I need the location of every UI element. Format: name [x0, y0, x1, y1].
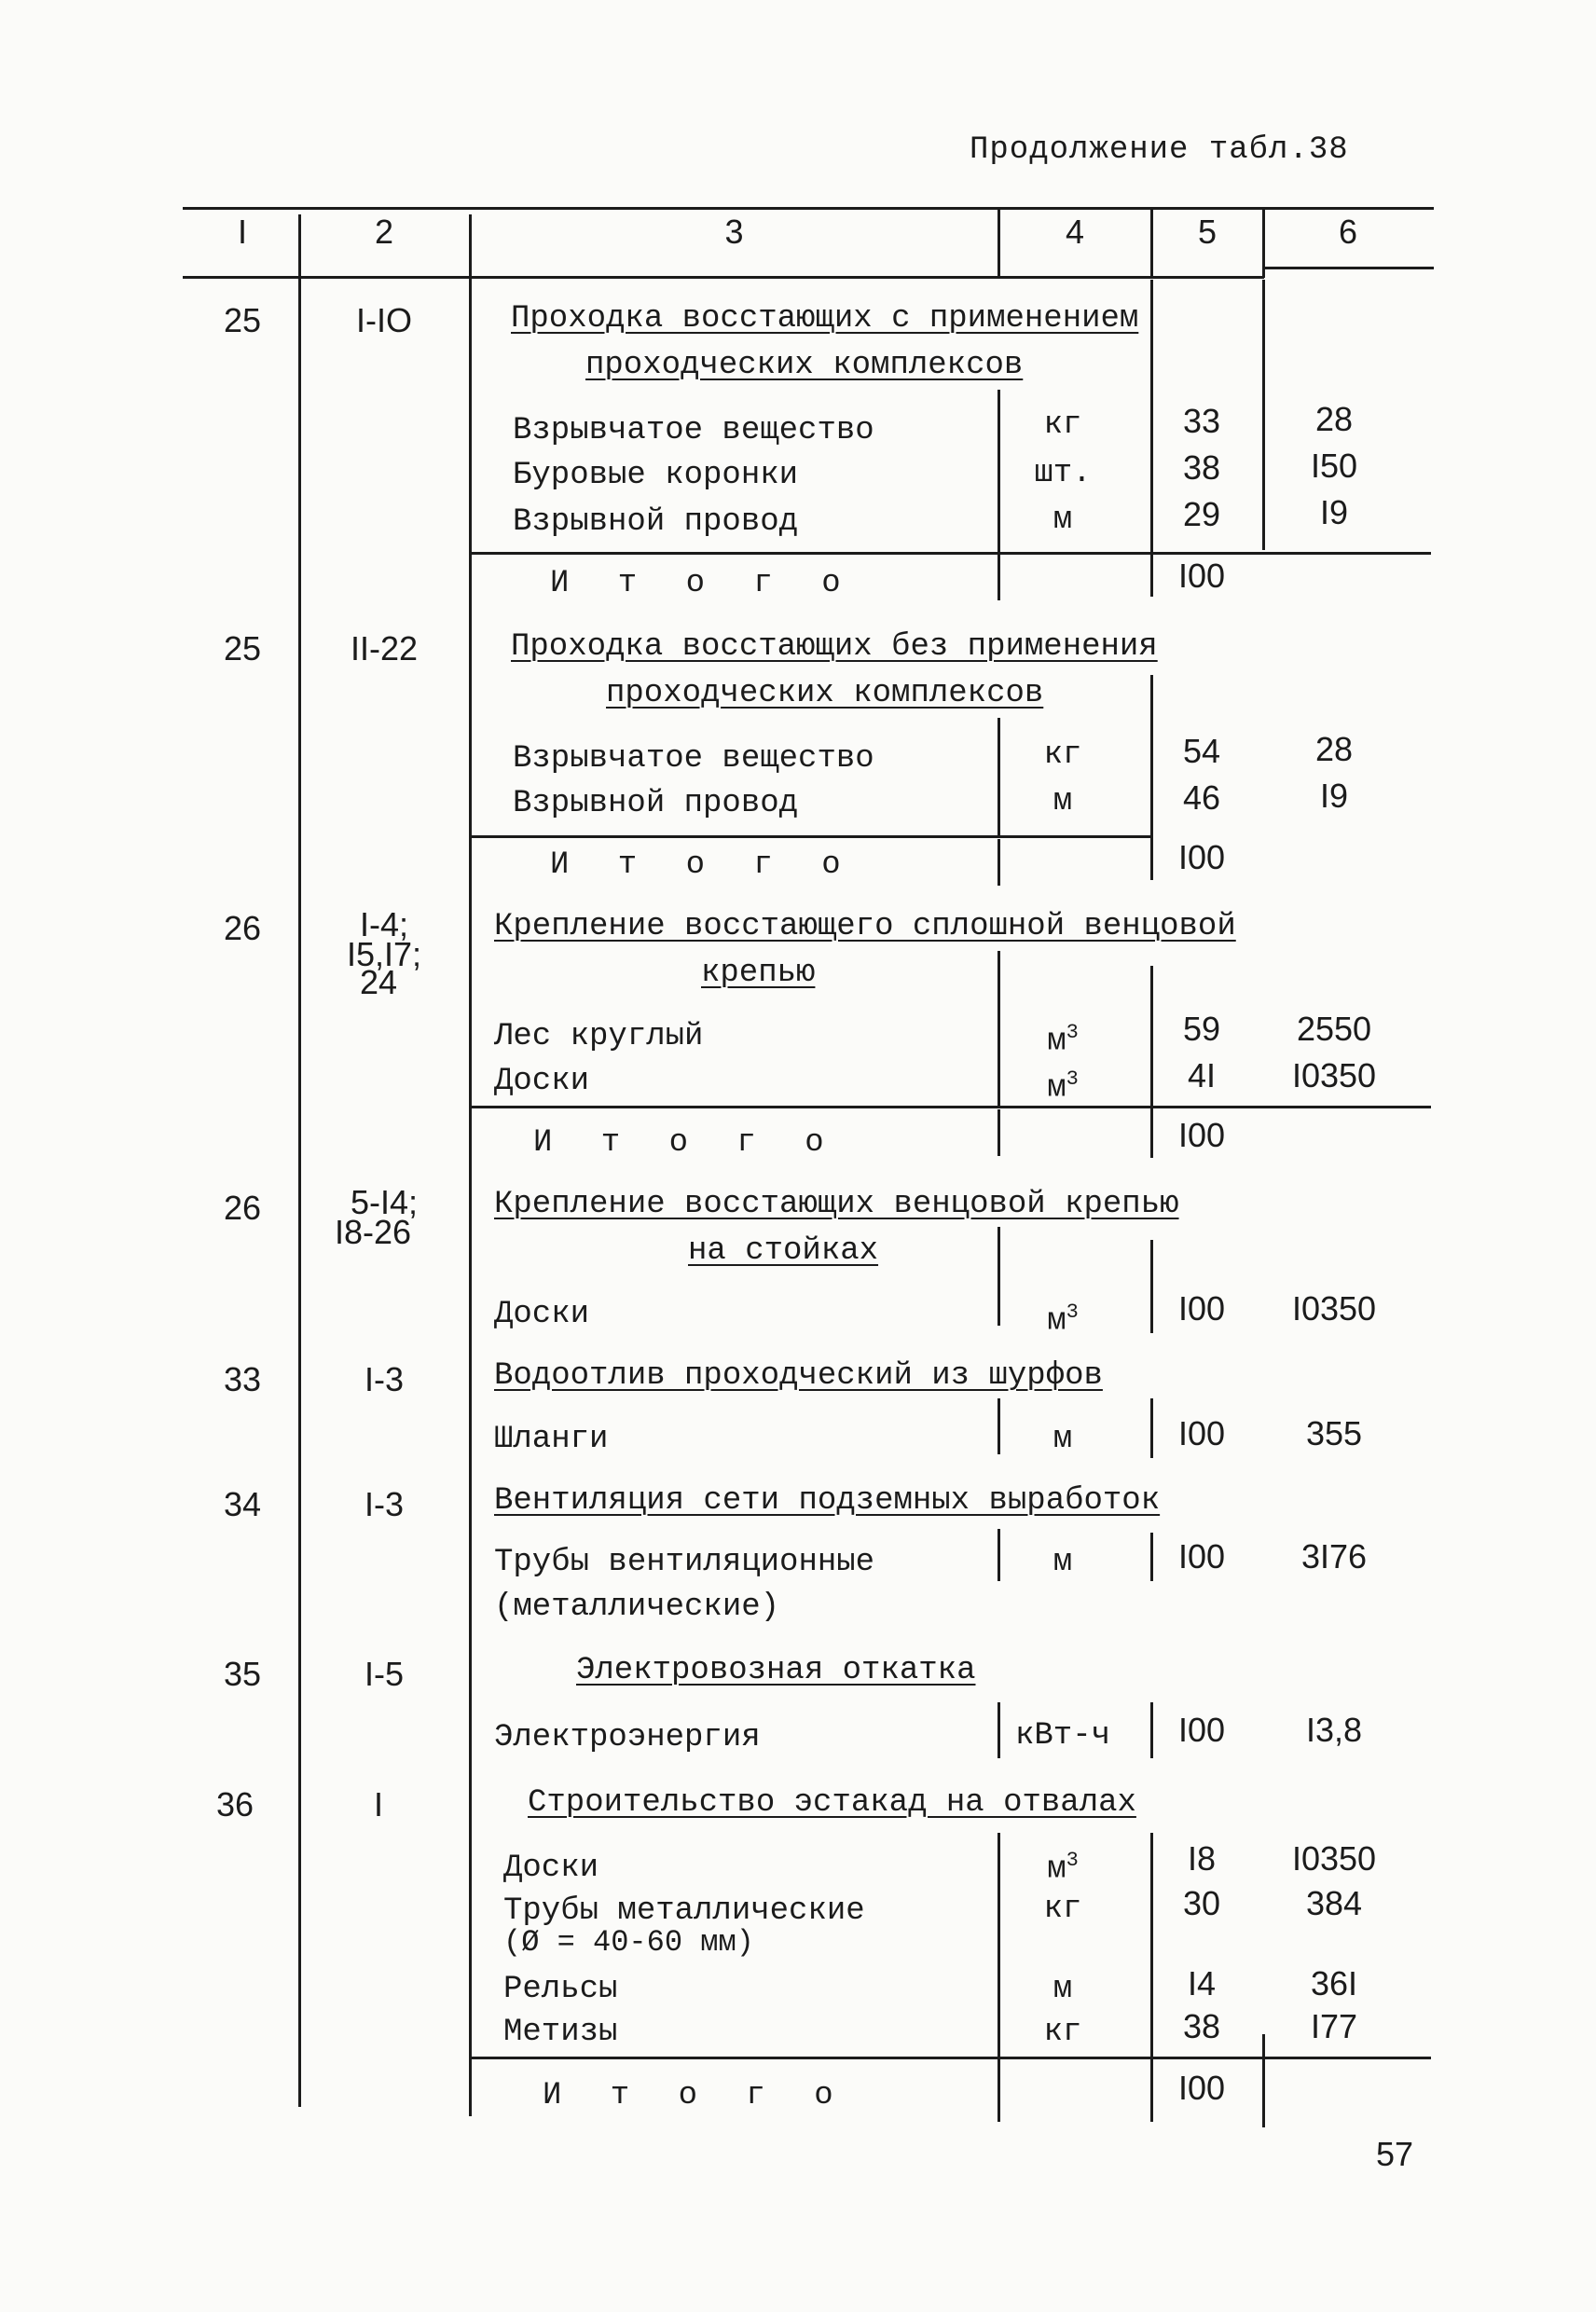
work-title: Электровозная откатка — [576, 1653, 976, 1688]
material-unit — [998, 1014, 1128, 1060]
table-top-rule — [183, 207, 1434, 210]
total-value: I00 — [1177, 2069, 1226, 2107]
material-unit: м — [1053, 1422, 1073, 1457]
row-item-range: II-22 — [350, 629, 419, 667]
material-value: I0350 — [1291, 1056, 1377, 1094]
row-section-num: 25 — [223, 629, 262, 667]
material-unit: м — [1053, 502, 1073, 538]
unit-superscript: 3 — [1066, 1067, 1079, 1091]
material-value: I9 — [1319, 493, 1349, 531]
work-title-cont: проходческих комплексов — [585, 348, 1024, 383]
row-section-num: 36 — [215, 1785, 255, 1823]
material-value: 384 — [1305, 1884, 1363, 1922]
work-title-cont: на стойках — [688, 1233, 879, 1269]
unit-text: м — [1047, 1851, 1066, 1888]
material-name: Взрывчатое вещество — [513, 413, 874, 448]
header-col-2: 2 — [374, 213, 394, 251]
material-name: Доски — [503, 1851, 599, 1886]
material-name: Трубы металлические — [503, 1893, 865, 1929]
header-col-5: 5 — [1197, 213, 1218, 251]
material-unit: кг — [1043, 737, 1082, 773]
work-title-cont: крепью — [701, 956, 816, 991]
material-share: I00 — [1177, 1289, 1226, 1328]
total-rule — [471, 2057, 1431, 2059]
material-share: I4 — [1187, 1964, 1217, 2002]
material-unit: кг — [1043, 1892, 1082, 1927]
work-title: Крепление восстающего сплошной венцовой — [494, 909, 1236, 944]
material-name: Взрывной провод — [513, 786, 799, 821]
header-bottom-rule-right — [1264, 267, 1434, 269]
total-label: И т о г о — [543, 2078, 848, 2113]
material-value: I50 — [1310, 447, 1358, 485]
work-title: Водоотлив проходческий из шурфов — [494, 1358, 1103, 1394]
work-title: Крепление восстающих венцовой крепью — [494, 1187, 1179, 1222]
material-share: 30 — [1182, 1884, 1221, 1922]
total-label: И т о г о — [533, 1125, 839, 1161]
material-name: Доски — [494, 1064, 590, 1099]
header-col-1: I — [237, 213, 247, 251]
material-name: Шланги — [494, 1422, 609, 1457]
row-section-num: 34 — [223, 1485, 262, 1523]
cell-divider — [998, 556, 1000, 600]
row-item-range: I — [373, 1785, 383, 1823]
material-name: Взрывчатое вещество — [513, 741, 874, 777]
work-title: Проходка восстающих без применения — [511, 629, 1158, 665]
material-share: 33 — [1182, 402, 1221, 440]
material-unit: м — [1053, 1545, 1073, 1580]
work-title: Проходка восстающих с применением — [511, 301, 1139, 337]
header-col-3: 3 — [724, 213, 744, 251]
material-unit: шт. — [1034, 456, 1092, 491]
material-share: I00 — [1177, 1711, 1226, 1749]
cell-divider — [998, 1109, 1000, 1156]
unit-superscript: 3 — [1066, 1849, 1079, 1872]
work-title: Строительство эстакад на отвалах — [528, 1785, 1136, 1821]
material-share: 54 — [1182, 732, 1221, 770]
row-item-range: I-4; — [359, 905, 408, 943]
material-value: 355 — [1305, 1414, 1363, 1452]
material-name: Рельсы — [503, 1972, 618, 2007]
total-rule — [471, 1106, 1431, 1108]
unit-superscript: 3 — [1066, 1021, 1079, 1044]
material-name-cont: (металлические) — [494, 1590, 780, 1625]
material-value: I9 — [1319, 777, 1349, 815]
row-section-num: 26 — [223, 1189, 262, 1227]
material-share: 38 — [1182, 2007, 1221, 2045]
unit-text: м — [1047, 1070, 1066, 1107]
material-unit — [998, 1061, 1128, 1107]
col-divider-2 — [469, 214, 472, 2116]
total-rule — [471, 835, 1151, 838]
material-name: Лес круглый — [494, 1019, 704, 1054]
row-item-range: I-3 — [364, 1485, 404, 1523]
unit-superscript: 3 — [1066, 1300, 1079, 1324]
total-label: И т о г о — [550, 847, 856, 883]
material-name: Взрывной провод — [513, 504, 799, 540]
material-value: 36I — [1310, 1964, 1358, 2002]
row-item-range: I-5 — [364, 1655, 404, 1693]
material-share: I00 — [1177, 1537, 1226, 1576]
total-label: И т о г о — [550, 566, 856, 601]
header-bottom-rule-left — [183, 276, 1264, 279]
material-value: 2550 — [1296, 1010, 1372, 1048]
row-section-num: 26 — [223, 909, 262, 947]
cell-divider — [998, 839, 1000, 886]
row-section-num: 35 — [223, 1655, 262, 1693]
table-caption: Продолжение табл.38 — [970, 132, 1349, 168]
material-name-cont: (Ø = 40-60 мм) — [503, 1925, 754, 1960]
row-item-range-cont: I8-26 — [334, 1213, 412, 1251]
material-share: I00 — [1177, 1414, 1226, 1452]
row-item-range: I-3 — [364, 1360, 404, 1398]
material-share: I8 — [1187, 1839, 1217, 1878]
material-value: I3,8 — [1305, 1711, 1363, 1749]
material-value: 3I76 — [1300, 1537, 1368, 1576]
row-item-range: I-IO — [356, 301, 412, 339]
material-unit: кг — [1043, 2015, 1082, 2050]
page-number: 57 — [1376, 2135, 1414, 2173]
material-share: 38 — [1182, 448, 1221, 487]
material-unit — [998, 1842, 1128, 1888]
material-unit: кг — [1043, 407, 1082, 443]
unit-text: м — [1047, 1024, 1066, 1060]
material-unit — [998, 1294, 1128, 1340]
header-col-4: 4 — [1065, 213, 1085, 251]
material-name: Метизы — [503, 2015, 618, 2050]
material-unit: кВт-ч — [1014, 1718, 1111, 1754]
material-name: Буровые коронки — [513, 458, 799, 493]
material-value: I0350 — [1291, 1289, 1377, 1328]
unit-text: м — [1047, 1303, 1066, 1340]
total-value: I00 — [1177, 838, 1226, 876]
material-name: Доски — [494, 1297, 590, 1332]
total-value: I00 — [1177, 1116, 1226, 1154]
material-value: 28 — [1314, 730, 1354, 768]
row-item-range-cont: I5,I7; — [346, 935, 422, 973]
row-section-num: 25 — [223, 301, 262, 339]
material-name: Трубы вентиляционные — [494, 1545, 875, 1580]
material-value: 28 — [1314, 400, 1354, 438]
material-share: 29 — [1182, 495, 1221, 533]
material-unit: м — [1053, 784, 1073, 819]
material-value: I0350 — [1291, 1839, 1377, 1878]
cell-divider — [1262, 2034, 1265, 2127]
work-title-cont: проходческих комплексов — [606, 676, 1044, 711]
material-share: 46 — [1182, 778, 1221, 817]
header-col-6: 6 — [1338, 213, 1358, 251]
total-rule — [471, 552, 1431, 555]
material-share: 59 — [1182, 1010, 1221, 1048]
row-section-num: 33 — [223, 1360, 262, 1398]
material-value: I77 — [1310, 2007, 1358, 2045]
material-share: 4I — [1187, 1056, 1217, 1094]
row-item-range-cont: 24 — [359, 963, 398, 1001]
work-title: Вентиляция сети подземных выработок — [494, 1483, 1161, 1519]
row-item-range: 5-I4; — [350, 1183, 419, 1221]
material-name: Электроэнергия — [494, 1720, 761, 1755]
material-unit: м — [1053, 1972, 1073, 2007]
total-value: I00 — [1177, 557, 1226, 595]
